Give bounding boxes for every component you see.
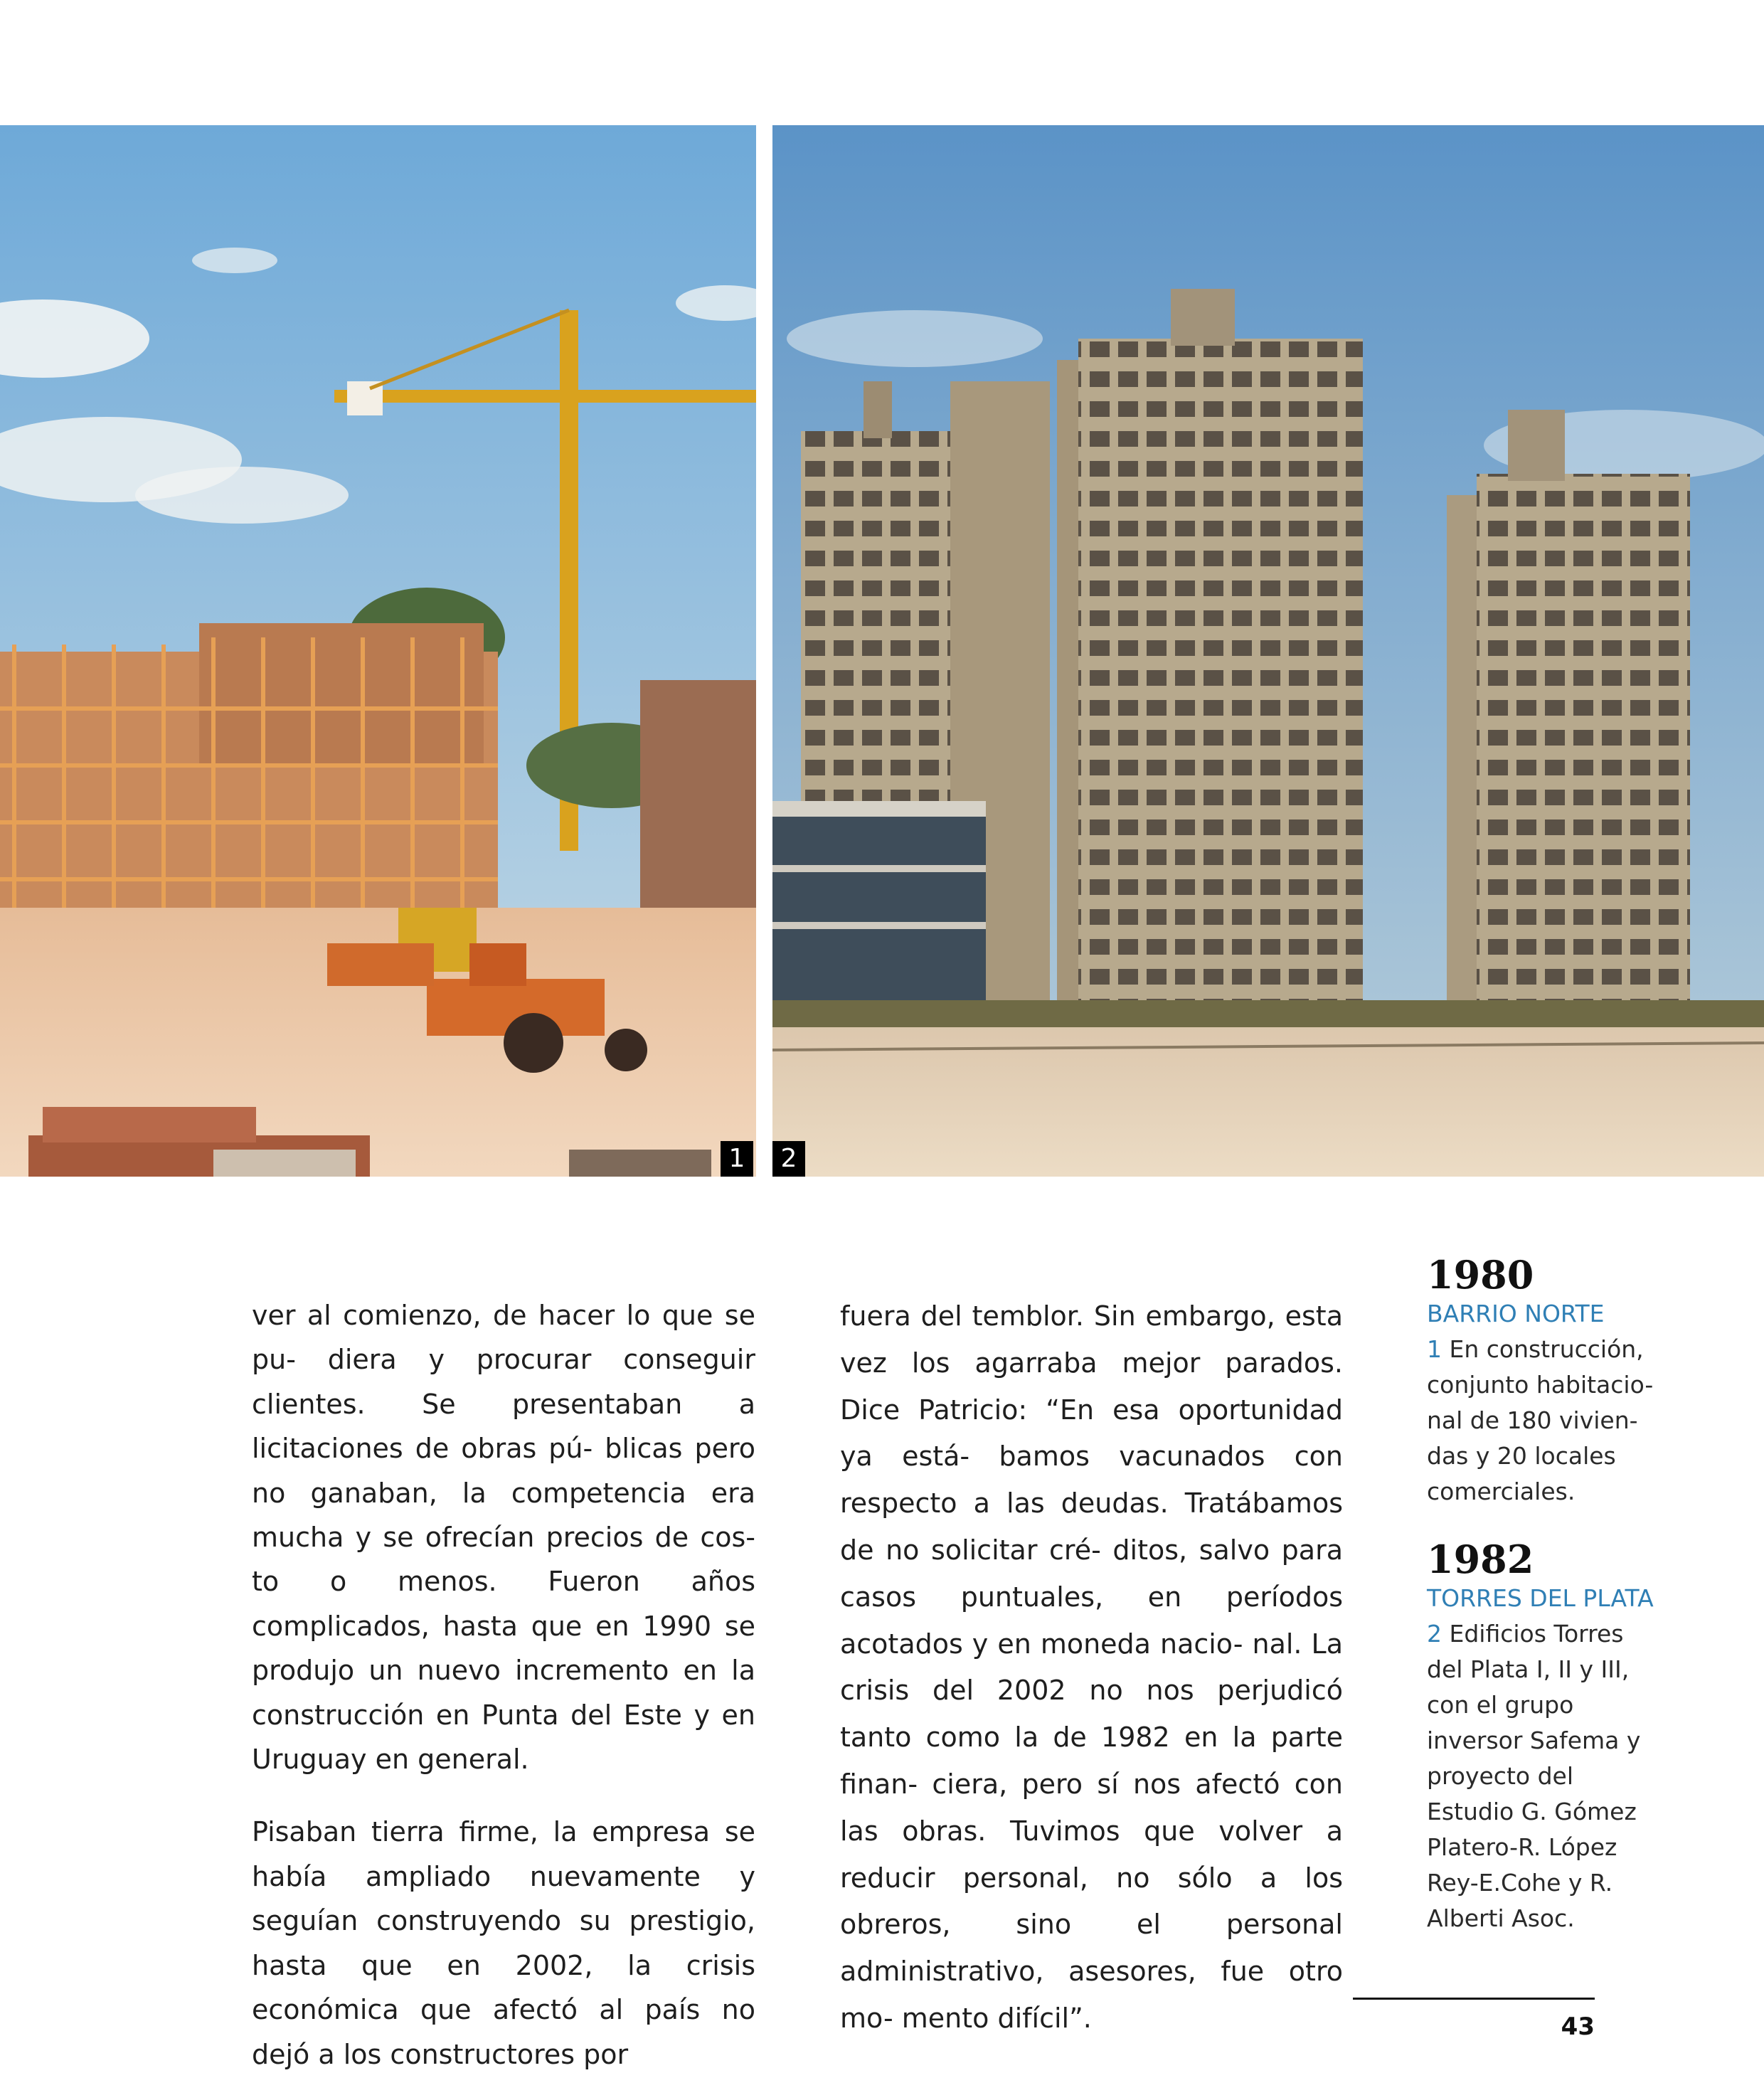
timeline-year: 1982: [1427, 1537, 1534, 1582]
construction-site-image: [0, 125, 756, 1177]
timeline-caption: [1427, 1616, 1662, 1936]
apartment-towers-photo: [772, 125, 1764, 1177]
timeline-caption-text: En construcción, conjunto habitacio- nal de 180 vivien- das y 20 locales comerciales.: [1427, 1335, 1654, 1505]
towers-image: [772, 125, 1764, 1177]
timeline-caption-text: Edificios Torres del Plata I, II y III, con el grupo inversor Safema y proyecto del Estudio G. Gómez Platero-R. López Rey-E.Cohe y R. Alberti Asoc.: [1427, 1620, 1641, 1932]
timeline-photo-ref: 2: [1427, 1620, 1442, 1648]
photo-number-1: 1: [721, 1141, 753, 1177]
timeline-photo-ref: 1: [1427, 1335, 1442, 1363]
construction-site-photo: [0, 125, 756, 1177]
timeline-year: 1980: [1427, 1252, 1534, 1298]
footer-divider: [1353, 1998, 1595, 2000]
body-paragraph: ver al comienzo, de hacer lo que se pu- diera y procurar conseguir clientes. Se presentaban a licitaciones de obras pú- blicas pero no ganaban, la competencia era mucha y se ofrecían precios de cos- to o menos. Fueron años complicados, hasta que en 1990 se produjo un nuevo incremento en la construcción en Punta del Este y en Uruguay en general.: [252, 1300, 755, 1776]
timeline-entry: [1427, 1253, 1662, 1510]
timeline-heading: BARRIO NORTE: [1427, 1300, 1605, 1327]
photo-number-2: 2: [772, 1141, 805, 1177]
body-paragraph: fuera del temblor. Sin embargo, esta vez los agarraba mejor parados. Dice Patricio: “En esa oportunidad ya está- bamos vacunados con respecto a las deudas. Tratábamos de no solicitar cré- ditos, salvo para casos puntuales, en períodos acotados y en moneda nacio- nal. La crisis del 2002 no nos perjudicó tanto como la de 1982 en la parte finan- ciera, pero sí nos afectó con las obras. Tuvimos que volver a reducir personal, no sólo a los obreros, sino el personal administrativo, asesores, fue otro mo- mento difícil”.: [840, 1300, 1343, 2034]
timeline-caption: [1427, 1332, 1662, 1510]
timeline-heading: TORRES DEL PLATA: [1427, 1584, 1654, 1612]
body-paragraph: Pisaban tierra firme, la empresa se había ampliado nuevamente y seguían construyendo su prestigio, hasta que en 2002, la crisis económica que afectó al país no dejó a los constructores por: [252, 1816, 755, 2070]
timeline-entry: [1427, 1538, 1662, 1936]
body-column-middle: [840, 1293, 1343, 2042]
body-column-left: [252, 1293, 755, 2077]
page-number: 43: [1561, 2012, 1595, 2041]
